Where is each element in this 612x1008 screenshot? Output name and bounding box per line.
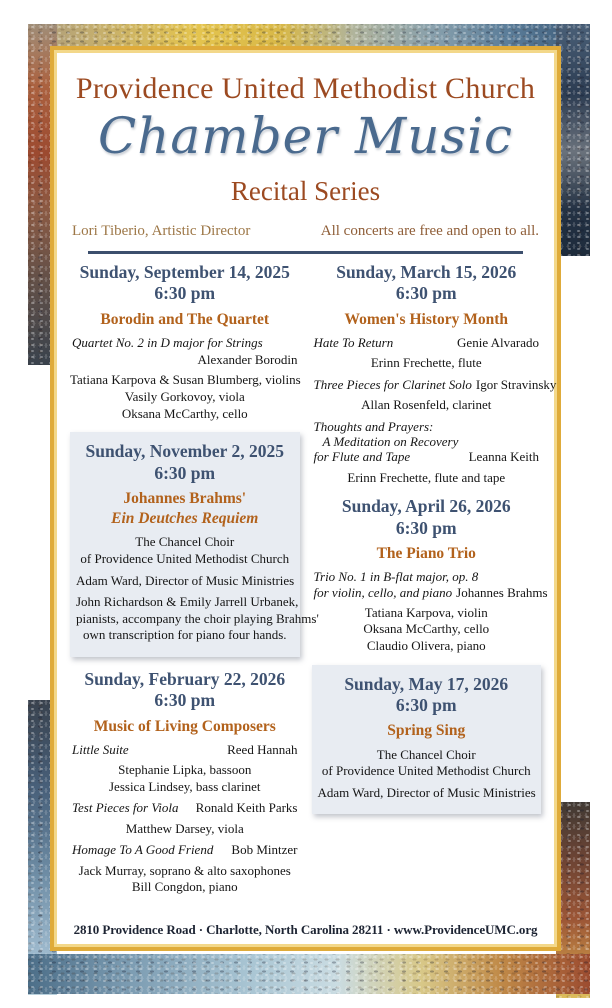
event-title-text: The Piano Trio — [376, 545, 476, 563]
concert-date: Sunday, March 15, 2026 — [336, 262, 517, 282]
program-card — [50, 46, 561, 951]
performer-line: Bill Congdon, piano — [131, 879, 238, 895]
concert-date-heading — [70, 262, 300, 305]
event-title — [318, 721, 536, 741]
performer-line: Tatiana Karpova & Susan Blumberg, violins — [70, 372, 301, 388]
performer-group — [312, 355, 542, 372]
event-title — [70, 310, 300, 330]
piece-composer-row — [72, 742, 298, 757]
event-subtitle-text: Ein Deutches Requiem — [111, 510, 259, 528]
composer-name: Ronald Keith Parks — [195, 800, 298, 816]
performer-group — [312, 605, 542, 655]
performer-line: own transcription for piano four hands. — [82, 627, 287, 643]
piece-entry — [72, 800, 298, 815]
performer-line: Tatiana Karpova, violin — [364, 604, 488, 620]
piece-title: A Meditation on Recovery — [322, 434, 459, 450]
event-title-text: Spring Sing — [387, 722, 466, 740]
piece-entry — [72, 842, 298, 857]
performer-line: Oksana McCarthy, cello — [363, 621, 490, 637]
performer-line: Jack Murray, soprano & alto saxophones — [78, 862, 291, 878]
concert-section — [70, 432, 319, 657]
composer-name: Leanna Keith — [468, 449, 539, 465]
performer-line: Erinn Frechette, flute — [370, 355, 482, 371]
concert-date-heading — [318, 674, 536, 717]
concert-date: Sunday, April 26, 2026 — [341, 496, 511, 517]
artistic-director: Lori Tiberio, Artistic Director — [72, 223, 251, 239]
piece-entry — [314, 419, 540, 465]
performer-line: Adam Ward, Director of Music Ministries — [317, 784, 536, 800]
performer-line: The Chancel Choir — [135, 534, 235, 550]
piece-entry — [72, 742, 298, 757]
piece-title: Three Pieces for Clarinet Solo — [313, 376, 472, 392]
piece-composer-row — [313, 376, 557, 392]
concert-time: 6:30 pm — [395, 283, 457, 304]
composer-name: Bob Mintzer — [231, 842, 298, 858]
performer-line: pianists, accompany the choir playing Brahms' — [76, 610, 319, 626]
program-card-inner — [54, 50, 557, 947]
piece-title: Thoughts and Prayers: — [313, 418, 434, 434]
concert-date-heading — [70, 669, 300, 712]
performer-group — [76, 594, 319, 644]
composer-name: Johannes Brahms — [456, 584, 548, 600]
piece-composer-row — [314, 449, 540, 464]
concert-section — [70, 262, 300, 422]
piece-title: Trio No. 1 in B-flat major, op. 8 — [313, 569, 479, 585]
piece-title: for Flute and Tape — [313, 449, 411, 465]
piece-composer-row — [313, 584, 548, 600]
performer-line: of Providence United Methodist Church — [80, 550, 290, 566]
event-title — [70, 717, 300, 737]
piece-title: Homage To A Good Friend — [72, 842, 214, 858]
piece-title: Quartet No. 2 in D major for Strings — [72, 334, 263, 350]
piece-entry — [72, 335, 298, 368]
performer-line: Allan Rosenfeld, clarinet — [361, 397, 492, 413]
performer-group — [70, 762, 300, 795]
concert-date: Sunday, September 14, 2025 — [79, 262, 290, 282]
painted-border-right-top — [556, 24, 590, 256]
concert-date-heading — [312, 496, 542, 539]
event-title-text: Johannes Brahms' — [123, 490, 247, 508]
composer-name: Reed Hannah — [227, 741, 298, 757]
performer-line: of Providence United Methodist Church — [321, 763, 531, 779]
header-divider-rule — [88, 251, 523, 254]
performer-line: Jessica Lindsey, bass clarinet — [109, 778, 261, 794]
performer-line: Matthew Darsey, viola — [125, 820, 244, 836]
performer-group — [70, 863, 300, 896]
event-title — [312, 544, 542, 564]
free-admission-note: All concerts are free and open to all. — [320, 223, 539, 239]
footer-address: 2810 Providence Road · Charlotte, North Carolina 28211 · www.ProvidenceUMC.org — [73, 922, 538, 937]
composer-name: Igor Stravinsky — [475, 376, 557, 392]
concert-date: Sunday, May 17, 2026 — [344, 673, 509, 694]
program-column-left — [64, 262, 319, 906]
piece-composer-row — [314, 335, 540, 350]
concert-section — [312, 665, 542, 815]
performer-line: John Richardson & Emily Jarrell Urbanek, — [76, 594, 299, 610]
concert-time: 6:30 pm — [395, 517, 457, 538]
performer-line: Vasily Gorkovoy, viola — [124, 389, 245, 405]
concert-date-heading — [76, 441, 294, 484]
event-title — [312, 310, 542, 330]
performer-group — [70, 372, 300, 422]
piece-title: Test Pieces for Viola — [72, 800, 179, 816]
performer-line: Stephanie Lipka, bassoon — [118, 762, 252, 778]
concert-date: Sunday, November 2, 2025 — [85, 441, 285, 462]
concert-time: 6:30 pm — [154, 283, 216, 304]
program-columns — [64, 262, 557, 906]
composer-name: Alexander Borodin — [197, 352, 298, 368]
concert-date: Sunday, February 22, 2026 — [84, 669, 286, 690]
piece-title: Hate To Return — [313, 334, 394, 350]
piece-entry — [313, 569, 548, 600]
painted-border-bottom — [28, 954, 590, 994]
performer-group — [76, 534, 294, 567]
event-title — [76, 489, 294, 529]
concert-section — [312, 496, 548, 654]
event-title-text: Women's History Month — [344, 310, 509, 328]
piece-composer-row — [72, 842, 298, 857]
performer-group — [312, 470, 542, 487]
concert-time: 6:30 pm — [154, 462, 216, 483]
church-name: Providence United Methodist Church — [75, 72, 536, 105]
performer-group — [70, 821, 300, 838]
concert-time: 6:30 pm — [154, 690, 216, 711]
piece-title: Little Suite — [72, 741, 129, 757]
concert-time: 6:30 pm — [395, 695, 457, 716]
concert-date-heading — [312, 262, 542, 305]
performer-line: Oksana McCarthy, cello — [121, 405, 248, 421]
piece-composer-row — [72, 800, 298, 815]
series-script-title: Chamber Music — [97, 107, 514, 165]
performer-line: Claudio Olivera, piano — [366, 638, 486, 654]
piece-title: for violin, cello, and piano — [313, 584, 453, 600]
performer-group — [318, 785, 536, 802]
program-column-right — [306, 262, 557, 906]
concert-section — [312, 262, 557, 486]
event-title-text: Music of Living Composers — [93, 717, 276, 735]
performer-line: Adam Ward, Director of Music Ministries — [76, 572, 295, 588]
performer-group — [312, 397, 542, 414]
performer-line: The Chancel Choir — [376, 746, 476, 762]
piece-entry — [314, 335, 540, 350]
event-title-text: Borodin and The Quartet — [100, 310, 270, 328]
concert-section — [70, 669, 300, 896]
director-row — [72, 223, 539, 240]
performer-line: Erinn Frechette, flute and tape — [347, 469, 506, 485]
series-subtitle: Recital Series — [230, 176, 381, 206]
performer-group — [318, 747, 536, 780]
composer-name: Genie Alvarado — [457, 334, 539, 350]
piece-entry — [313, 376, 557, 392]
performer-group — [76, 573, 294, 590]
